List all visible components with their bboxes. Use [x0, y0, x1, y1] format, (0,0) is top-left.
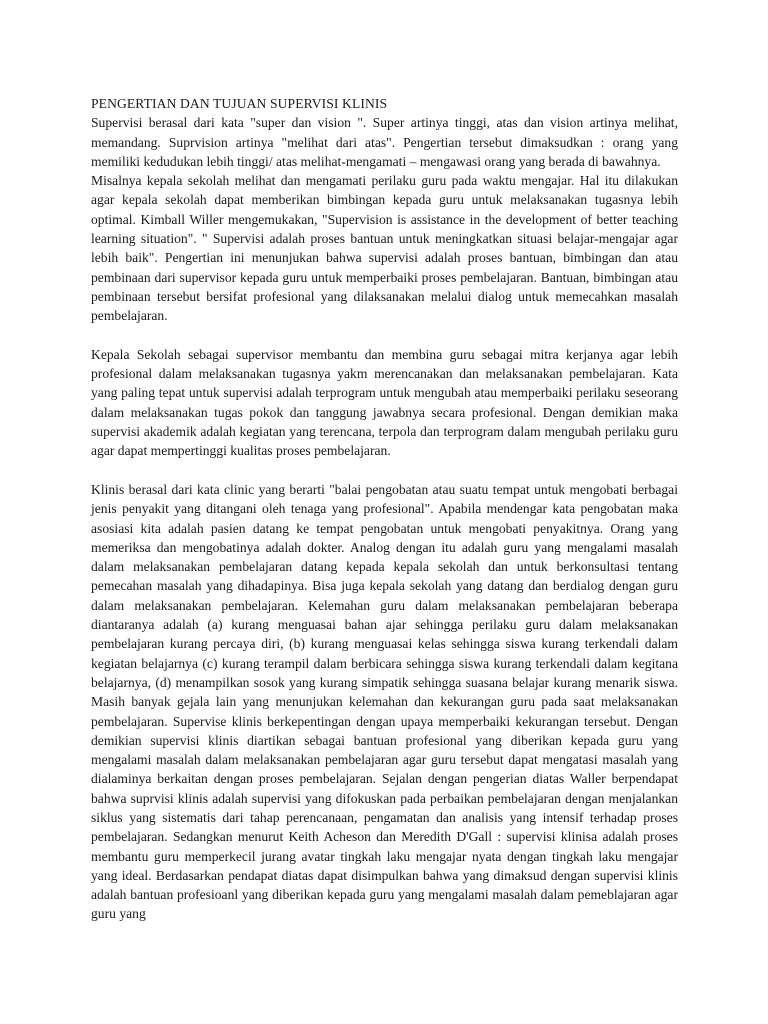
document-page: [91, 94, 678, 924]
paragraph-2: Misalnya kepala sekolah melihat dan mengamati perilaku guru pada waktu mengajar. Hal itu dilakukan agar kepala sekolah dapat memberikan bimbingan kepada guru untuk melaksanakan tugasnya lebih optimal. Kimball Willer mengemukakan, "Supervision is assistance in the development of better teaching learning situation". " Supervisi adalah proses bantuan untuk meningkatkan situasi belajar-mengajar agar lebih baik". Pengertian ini menunjukan bahwa supervisi adalah proses bantuan, bimbingan dan atau pembinaan dari supervisor kepada guru untuk memperbaiki proses pembelajaran. Bantuan, bimbingan atau pembinaan tersebut bersifat profesional yang dilaksanakan melalui dialog untuk memecahkan masalah pembelajaran.: [91, 173, 678, 324]
paragraph-4: Klinis berasal dari kata clinic yang berarti "balai pengobatan atau suatu tempat untuk mengobati berbagai jenis penyakit yang ditangani oleh tenaga yang profesional". Apabila mendengar kata pengobatan maka asosiasi kita adalah pasien datang ke tempat pengobatan untuk mengobati penyakitnya. Orang yang memeriksa dan mengobatinya adalah dokter. Analog dengan itu adalah guru yang mengalami masalah dalam melaksanakan pembelajaran datang kepada kepala sekolah dan untuk berkonsultasi tentang pemecahan masalah yang dihadapinya. Bisa juga kepala sekolah yang datang dan berdialog dengan guru dalam melaksanakan pembelajaran. Kelemahan guru dalam melaksanakan pembelajaran beberapa diantaranya adalah (a) kurang menguasai bahan ajar sehingga perilaku guru dalam melaksanakan pembelajaran kurang percaya diri, (b) kurang menguasai kelas sehingga siswa kurang terkendali dalam kegiatan belajarnya (c) kurang terampil dalam berbicara sehingga siswa kurang terkendali dalam kegitana belajarnya, (d) menampilkan sosok yang kurang simpatik sehingga suasana belajar kurang menarik siswa. Masih banyak gejala lain yang menunjukan kelemahan dan kekurangan guru pada saat melaksanakan pembelajaran. Supervise klinis berkepentingan dengan upaya memperbaiki kekurangan tersebut. Dengan demikian supervisi klinis diartikan sebagai bantuan profesional yang diberikan kepada guru yang mengalami masalah dalam melaksanakan pembelajaran agar guru tersebut dapat mengatasi masalah yang dialaminya berkaitan dengan proses pembelajaran. Sejalan dengan pengerian diatas Waller berpendapat bahwa suprvisi klinis adalah supervisi yang difokuskan pada perbaikan pembelajaran dengan menjalankan siklus yang sistematis dari tahap perencanaan, pengamatan dan analisis yang intensif terhadap proses pembelajaran. Sedangkan menurut Keith Acheson dan Meredith D'Gall : supervisi klinisa adalah proses membantu guru memperkecil jurang avatar tingkah laku mengajar nyata dengan tingkah laku mengajar yang ideal. Berdasarkan pendapat diatas dapat disimpulkan bahwa yang dimaksud dengan supervisi klinis adalah bantuan profesioanl yang diberikan kepada guru yang mengalami masalah dalam pemeblajaran agar guru yang: [91, 481, 678, 922]
document-title: PENGERTIAN DAN TUJUAN SUPERVISI KLINIS: [91, 96, 388, 111]
paragraph-1: Supervisi berasal dari kata "super dan vision ". Super artinya tinggi, atas dan vision artinya melihat, memandang. Suprvision artinya "melihat dari atas". Pengertian tersebut dimaksudkan : orang yang memiliki kedudukan lebih tinggi/ atas melihat-mengamati – mengawasi orang yang berada di bawahnya.: [91, 115, 678, 169]
paragraph-3: Kepala Sekolah sebagai supervisor membantu dan membina guru sebagai mitra kerjanya agar lebih profesional dalam melaksanakan tugasnya yakm merencanakan dan melaksanakan pembelajaran. Kata yang paling tepat untuk supervisi adalah terprogram untuk mengubah atau memperbaiki perilaku seseorang dalam melaksanakan tugas pokok dan tanggung jawabnya secara profesional. Dengan demikian maka supervisi akademik adalah kegiatan yang terencana, terpola dan terprogram dalam mengubah perilaku guru agar dapat mempertinggi kualitas proses pembelajaran.: [91, 346, 678, 459]
